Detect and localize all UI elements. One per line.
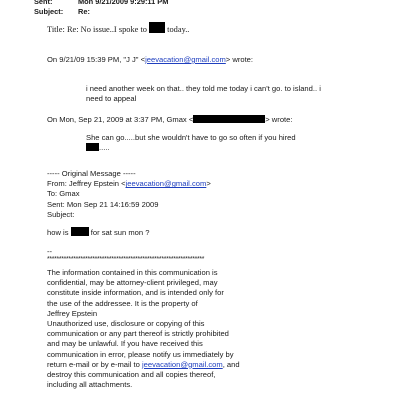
original-subject: Subject:: [47, 209, 75, 219]
subject-label: Subject:: [34, 7, 64, 16]
original-from-prefix: From: Jeffrey Epstein <: [47, 179, 126, 189]
reply2-body: [86, 133, 296, 153]
reply2-attribution-suffix: > wrote:: [265, 115, 293, 124]
disclaimer-line: [47, 360, 240, 370]
subject-value: Re:: [78, 7, 90, 16]
email-link[interactable]: jeevacation@gmail.com: [145, 55, 226, 64]
disclaimer-line: The information contained in this communication is: [47, 268, 218, 277]
original-divider: ----- Original Message -----: [47, 169, 136, 178]
disclaimer-line: the use of the addressee. It is the property of: [47, 298, 198, 308]
original-body-suffix: for sat sun mon ?: [90, 228, 150, 237]
reply1-attribution-suffix: > wrote:: [225, 55, 254, 64]
reply2-line: She can go.....but she wouldn't have to go so often if you hired: [86, 133, 296, 142]
reply2-line: [86, 143, 296, 153]
redaction-bar: [71, 227, 89, 236]
reply2-line-suffix: .....: [99, 143, 110, 153]
reply2-attribution: [47, 115, 293, 124]
reply1-attribution-prefix: On 9/21/09 15:39 PM, "J J" <: [47, 55, 146, 64]
signature-separator: --: [47, 247, 53, 256]
disclaimer-line: Unauthorized use, disclosure or copying of this: [47, 318, 205, 328]
disclaimer-email-prefix: return e-mail or by e-mail to: [47, 359, 142, 369]
reply1-line: need to appeal: [86, 94, 137, 104]
disclaimer: [47, 268, 240, 390]
disclaimer-line: confidential, may be attorney-client privileged, may: [47, 278, 218, 288]
disclaimer-line: and may be unlawful. If you have received this: [47, 339, 203, 349]
redaction-bar: [86, 143, 99, 151]
original-body-prefix: how is: [47, 228, 69, 237]
reply2-attribution-prefix: On Mon, Sep 21, 2009 at 3:37 PM, Gmax <: [47, 115, 194, 124]
original-from-suffix: >: [206, 179, 211, 189]
title-suffix: today..: [167, 25, 190, 34]
redaction-bar: [193, 115, 265, 123]
email-title: [47, 22, 189, 35]
original-from: [47, 179, 211, 189]
disclaimer-line: communication or any part thereof is strictly prohibited: [47, 329, 229, 339]
disclaimer-line: destroy this communication and all copies thereof,: [47, 369, 216, 379]
stars-divider: ******************************************************************: [47, 256, 205, 263]
reply1-line: i need another week on that.. they told me today i can't go. to island.. i: [86, 84, 321, 93]
original-sent: Sent: Mon Sep 21 14:16:59 2009: [47, 199, 159, 209]
disclaimer-email-suffix: , and: [222, 359, 240, 369]
disclaimer-line: Jeffrey Epstein: [47, 308, 98, 318]
disclaimer-line: constitute inside information, and is intended only for: [47, 288, 224, 298]
sent-value: Mon 9/21/2009 9:29:11 PM: [78, 0, 169, 6]
reply1-attribution: [47, 55, 253, 64]
email-link[interactable]: jeevacation@gmail.com: [125, 179, 207, 189]
title-prefix: Title: Re: No issue..I spoke to: [47, 25, 147, 34]
email-link[interactable]: jeevacation@gmail.com: [141, 359, 223, 369]
original-message-header: [47, 169, 211, 220]
original-to: To: Gmax: [47, 189, 80, 199]
redaction-bar: [149, 22, 165, 33]
disclaimer-line: communication in error, please notify us immediately by: [47, 349, 234, 359]
original-body: [47, 227, 149, 237]
disclaimer-line: including all attachments.: [47, 380, 133, 390]
reply1-body: [86, 84, 321, 104]
sent-label: Sent:: [34, 0, 53, 6]
